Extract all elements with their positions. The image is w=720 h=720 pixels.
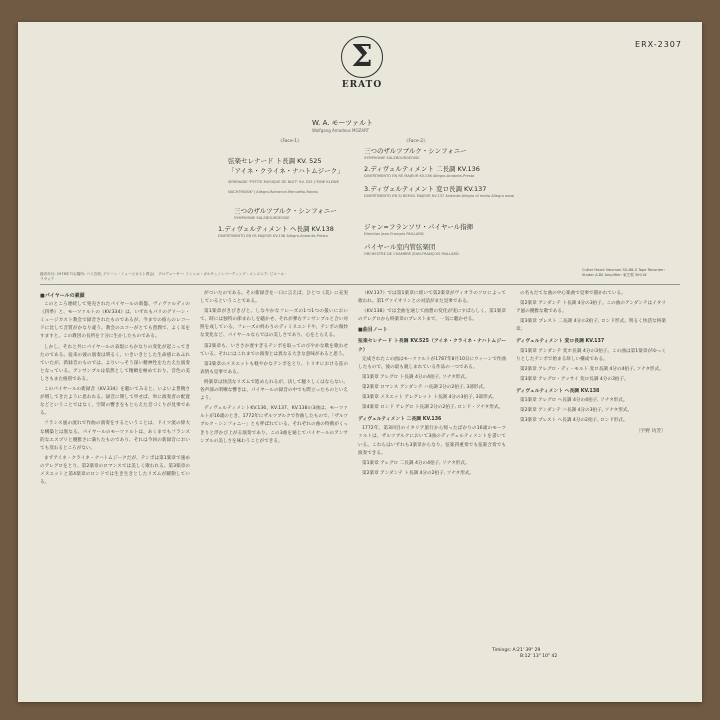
section-heading: ■パイヤールの素顔	[40, 293, 85, 299]
side2-track-1	[364, 146, 467, 160]
timing-face2: B:12' 13" 10" 42	[520, 654, 558, 659]
work-title: ディヴェルティメント 二長調 KV.136	[358, 417, 442, 423]
side2-track-3	[364, 184, 514, 198]
track-subtitle: DIVERTIMENTO EN SI BEMOL MAJEUR KV.137 Andante-Allegro di molto-Allegro assai	[364, 194, 515, 198]
paragraph: （KV.137）では第1楽章に続いて第2楽章がヴィオラのソロによって歌われ、第1ヴァイオリンとの対話がまた見事である。	[358, 291, 506, 305]
track-title: 三つのザルツブルク・シンフォニー	[234, 207, 337, 215]
conductor-name-fr: Direction Jean-François PAILLARD	[364, 232, 424, 236]
track-subtitle: DIVERTIMENTO EN FA MAJEUR KV.138 Allegro-Andante-Presto	[218, 234, 328, 238]
movement: 第3楽章 プレスト 二長調 4分の2拍子, ロンド形式。明るく快活な終楽章。	[516, 319, 666, 333]
paragraph: 《KV.138》では全曲を通じて曲想の変化が実にすばらしく、第1楽章のアレグロから終楽章のプレストまで、一気に聴かせる。	[358, 309, 506, 323]
movement: 第2楽章 アンダンテ ハ長調 4分の3拍子, ソナタ形式。	[520, 408, 632, 414]
paragraph: 終楽章は快活なリズムで進められるが、決して騒々しくはならない。各声部の明晰な響きは、パイヤールの録音の中でも際立ったものといえよう。	[200, 379, 348, 402]
notes-column-3	[358, 290, 506, 480]
side2-track-2	[364, 164, 480, 178]
movement: 第3楽章 プレスト ヘ長調 4分の2拍子, ロンド形式。	[520, 418, 628, 424]
paragraph: 第1楽章がきびきびと、しなやかなフレーズの1つ1つの扱いにおいて、時には独特の節まわしを聴かせ、それが弾むアンサンブルと合い対照を成している。フレーズの終わりのディミヌエンドや、テンポの微妙な変化など、パイヤールならではの美しさであり、心をとらえる。	[200, 309, 348, 339]
notes-column-1	[40, 290, 190, 489]
paragraph: このところ連続して発売されたパイヤールの新盤、ヴィヴァルディの《四季》と、モーツァルトの《KV.334》は、いずれもパリのグリーン・ミュージカスト教会で録音されたものであるが、今までの彼らのレコードに比して音質がかなり違う。教会のエコーがとても豊潤で、よく耳をすますと、この教団の長所を十分に生かしたものである。	[40, 302, 190, 340]
orchestra-name-fr: ORCHESTRE DE CHAMBRE JEAN-FRANÇOIS PAILLARD	[364, 252, 459, 256]
track-title: 3.ディヴェルティメント 変ロ長調 KV.137	[364, 185, 487, 193]
catalog-number: ERX-2307	[635, 40, 682, 49]
paragraph: の名もだてな曲の中心楽曲で見事で描かれている。	[520, 291, 626, 296]
track-subtitle: SERENADE "PETITE MUSIQUE DE NUIT" KV. 525 ("EINE KLEINE NACHTMUSIK") Allegro-Romance-Menuetto-Rondo	[228, 180, 339, 194]
equipment-credits: Cutter Head: Neuman SG-68-S Tape Recorder: Studer A-80 Amplifier: 東芝製 300-W	[582, 268, 665, 277]
side2-label: 《Face-2》	[404, 139, 428, 144]
track-title: 三つのザルツブルク・シンフォニー	[364, 147, 467, 155]
logo-text: ERATO	[341, 80, 383, 90]
movement: 第2楽章 アンダンテ ト長調 4分の3拍子。この曲のアンダンテはイタリア風の優雅な歌である。	[516, 301, 666, 315]
paragraph: このパイヤールの新録音《KV.334》を聴いてみると、いよいよ豊饒さが増してきたように思われる。録音に関して申せば、単に演奏者の配置などということではなく、空間の響きをもとらえた音づくりが見事である。	[40, 387, 190, 417]
orchestra-name: パイヤール室内管弦楽団	[364, 243, 436, 251]
paragraph: しかし、それと共にパイヤールの表現にもかなりの変化が起こってきたのである。従来の彼の演奏は明るく、いきいきとした生命感にあふれていたが、新録音のものでは、よりいっそう深い精神性をたたえた演奏となっている。アンサンブルは依然として精緻を極めており、音色の美しさもまた格別である。	[40, 344, 190, 382]
side1-track-3	[218, 224, 334, 238]
movement: 第2楽章 ロマンス アンダンテ ハ長調 2分の2拍子, 3部形式。	[362, 384, 488, 390]
movement: 第1楽章 アレグロ 二長調 4分の4拍子, ソナタ形式。	[362, 460, 470, 466]
paragraph: がついたのである。その新録音を一口に言えば、ひとつ《美》に充実しているということである。	[200, 291, 348, 305]
conductor	[364, 222, 473, 236]
paragraph: フランス風の流れで作曲の演奏をするということは、ドイツ流の偉大な構築とは異なる。パイヤールのモーツァルトは、あくまでもフランス的なエスプリと優雅さに満ちたものであり、それは今回の新録音においても変わるところがない。	[40, 421, 190, 451]
orchestra	[364, 242, 459, 256]
timings-label: Timings	[492, 648, 510, 653]
divider	[40, 284, 680, 285]
timings: Timings: A:21' 39" 29 B:12' 13" 10" 42	[492, 648, 558, 659]
record-jacket-back	[18, 22, 702, 702]
section-heading: ■曲目ノート	[358, 327, 388, 334]
movement: 第1楽章 アレグロ ト長調 4分の4拍子, ソナタ形式。	[362, 374, 470, 380]
paragraph: 第2楽章も、いささか遅すぎるテンポを取ってのびやかな歌を歌わせている。それにはこれまでの演奏とは異なる大きな意味があると思う。	[200, 343, 348, 357]
movement: 第2楽章 アレグロ・ディ・モルト 変ロ長調 4分の4拍子, ソナタ形式。	[520, 366, 664, 372]
notes-column-2	[200, 290, 348, 448]
paragraph: ディヴェルティメントKV.136、KV.137、KV.138の3曲は、モーツァルトが16歳のとき、1772年にザルツブルクで作曲したもので、「ザルツブルク・シンフォニー」とも呼ばれている。それぞれの曲の特徴がくっきりと浮かび上がる演奏であり、この3曲を通じてパイヤールのアンサンブルの美しさを味わうことができる。	[200, 406, 348, 444]
movement: 第1楽章 アレグロ ヘ長調 4分の4拍子, ソナタ形式。	[520, 398, 628, 404]
sigma-logo-icon: Σ	[341, 36, 383, 78]
notes-column-4	[516, 290, 666, 436]
composer-name: W. A. モーツァルト	[312, 119, 374, 127]
conductor-name: ジャン=フランソワ・パイヤール指揮	[364, 223, 474, 231]
track-title: 2.ディヴェルティメント 二長調 KV.136	[364, 165, 480, 173]
movement: 第4楽章 ロンド アレグロ ト長調 2分の2拍子, ロンド・ソナタ形式。	[362, 405, 504, 411]
side1-label: 《Face-1》	[278, 139, 302, 144]
track-title: 弦楽セレナード ト長調 KV. 525 「アイネ・クライネ・ナハトムジーク」	[228, 157, 344, 175]
paragraph: 完成されたこの曲はモーツァルトが1787年8月10日にウィーンで作曲したもので、彼の最も親しまれている作品の一つである。	[358, 356, 506, 370]
timing-face1: A:21' 39" 29	[512, 648, 541, 653]
work-title: 弦楽セレナード ト長調 KV.525（アイネ・クライネ・ナハトムジーク）	[358, 339, 506, 353]
track-subtitle: DIVERTIMENTO EN RE MAJEUR KV.136 Allegro-Andante-Presto	[364, 174, 475, 178]
paragraph: まずアイネ・クライネ・ナハトムジークだが、テンポは第1楽章で速めのアレグロをとり、第2楽章のロマンスでは美しく歌われる。第3楽章のメヌエットと第4楽章のロンドでは生き生きとしたリズムが躍動している。	[40, 455, 190, 486]
paragraph: 1772年、第3回目のイタリア旅行から帰ったばかりの16歳のモーツァルトは、ザルツブルクにおいて3曲のディヴェルティメントを書いている。これらはいずれも3楽章からなり、弦楽四重奏でも弦楽合奏でも演奏できる。	[358, 426, 506, 456]
movement: 第3楽章 メヌエット アレグレット ト長調 4分の3拍子, 3部形式。	[362, 395, 497, 401]
writer-credit: 〔宇野 功芳〕	[635, 429, 666, 435]
track-subtitle: SYMPHONIE SALZBOURGEOISE	[364, 156, 420, 160]
track-subtitle: SYMPHONIE SALZBOURGEOISE	[234, 216, 290, 220]
recording-credits: 録音年月: 1976年7月(場所: パリ近郊, グリーン・ミュージカスト教会) プロデューサー: ミシェル・ガルサン / レコーディング・エンジニア: ピエール・ラヴォア	[40, 272, 288, 281]
erato-logo	[340, 36, 384, 102]
paragraph: 第3楽章のメヌエットも軽やかなテンポをとり、トリオにおける弦の表情も見事である。	[200, 361, 348, 375]
movement: 第1楽章 アンダンテ 変ホ長調 4分の3拍子。この曲は第1楽章がゆっくりとしたテンポで始まる珍しい構成である。	[516, 348, 666, 362]
side1-track-1	[228, 146, 348, 207]
movement: 第3楽章 アレグロ・アッサイ 変ロ長調 4分の3拍子。	[520, 376, 629, 382]
work-title: ディヴェルティメント 変ロ長調 KV.137	[516, 339, 605, 345]
side1-track-2	[234, 206, 337, 220]
track-title: 1.ディヴェルティメント ヘ長調 KV.138	[218, 225, 334, 233]
composer-name-en: Wolfgang Amadeus MOZART	[312, 128, 370, 133]
work-title: ディヴェルティメント ヘ長調 KV.138	[516, 388, 600, 394]
movement: 第2楽章 アンダンテ ト長調 4分の2拍子, ソナタ形式。	[362, 470, 474, 476]
